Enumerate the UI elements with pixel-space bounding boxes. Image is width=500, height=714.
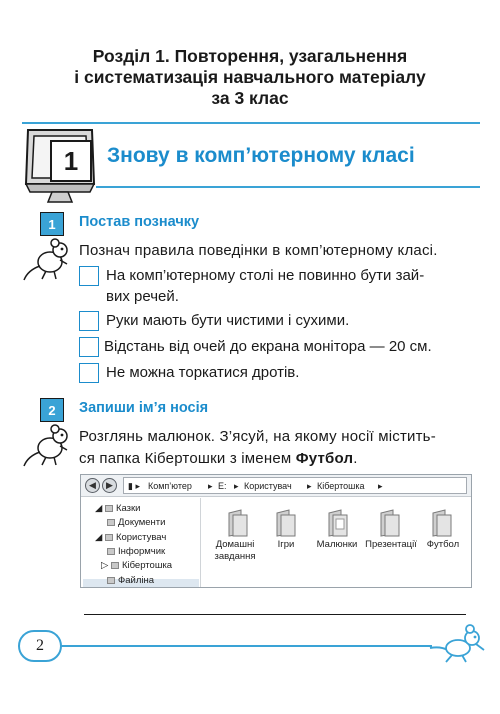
checkbox-rule-2[interactable]: [79, 311, 99, 331]
task2-text-line2-end: .: [353, 450, 358, 467]
tree-item-documents-label: Документи: [118, 517, 166, 528]
folder-icon: ▮ ▸: [128, 481, 140, 491]
folder-label-presentations[interactable]: Презентації: [365, 539, 417, 550]
tree-item-failina-label: Файліна: [118, 575, 154, 586]
tree-item-kibertoshka-label: Кібертошка: [121, 560, 173, 571]
task-number-badge: 2: [40, 398, 64, 422]
task2-text-line2-prefix: ся папка Кібертошки з іменем: [79, 450, 296, 467]
tree-item-kazky-label: Казки: [115, 503, 141, 514]
header-rule: [22, 122, 480, 124]
breadcrumb-user[interactable]: Користувач: [244, 481, 292, 491]
task-instruction: Познач правила поведінки в комп’ютерному класі.: [79, 242, 438, 259]
section-title-line1: Розділ 1. Повторення, узагальнення: [92, 46, 408, 66]
task-number-badge: 1: [40, 212, 64, 236]
section-title-line2: і систематизація навчального матеріалу: [74, 67, 426, 87]
task2-text-line2: [79, 448, 358, 470]
checkbox-rule-1[interactable]: [79, 266, 99, 286]
rule-1-line1: На комп’ютерному столі не повинно бути зай-: [106, 267, 425, 284]
folder-label-football[interactable]: Футбол: [426, 539, 460, 550]
forward-button[interactable]: ▶: [102, 478, 117, 493]
breadcrumb-kibertoshka[interactable]: Кібертошка: [317, 481, 365, 491]
folder-icon: [107, 548, 115, 555]
task-heading: Запиши ім’я носія: [79, 400, 209, 416]
tree-item-kazky[interactable]: ◢ Казки: [95, 503, 141, 514]
section-title-line3: за 3 клас: [211, 88, 289, 108]
footer-rule: [60, 645, 432, 647]
section-title: [20, 46, 480, 109]
tree-item-informchyk-label: Інформчик: [118, 546, 166, 557]
lesson-title-rule: [96, 186, 480, 188]
folder-icon: [107, 519, 115, 526]
tree-item-korystuvach[interactable]: ◢ Користувач: [95, 532, 167, 543]
folder-icon[interactable]: [429, 509, 455, 537]
rule-2-text: Руки мають бути чистими і сухими.: [106, 312, 350, 329]
folder-icon[interactable]: [377, 509, 403, 537]
tree-item-kibertoshka[interactable]: ▷ Кібертошка: [101, 560, 173, 571]
tree-item-failina[interactable]: [107, 575, 154, 587]
folder-icon: [105, 505, 113, 512]
breadcrumb-separator: ▸: [307, 481, 312, 491]
breadcrumb-computer[interactable]: Комп’ютер: [148, 481, 192, 491]
answer-line[interactable]: [84, 614, 466, 615]
folder-icon[interactable]: [325, 509, 351, 537]
folder-icon: [105, 534, 113, 541]
task-heading: Постав позначку: [79, 214, 200, 230]
tree-item-korystuvach-label: Користувач: [115, 532, 167, 543]
lesson-number: 1: [50, 140, 92, 182]
file-explorer-window: [80, 474, 472, 588]
mouse-mascot-icon: [426, 618, 488, 664]
folder-tree: [81, 498, 201, 588]
folder-label-homework-line2: завдання: [214, 551, 256, 562]
mouse-mascot-icon: [20, 236, 72, 282]
folder-icon[interactable]: [225, 509, 251, 537]
folder-name-football: Футбол: [295, 450, 354, 467]
page-number: 2: [18, 630, 62, 662]
lesson-title: Знову в комп’ютерному класі: [107, 144, 415, 167]
breadcrumb-separator: ▸: [234, 481, 239, 491]
rule-1-line2: вих речей.: [106, 288, 179, 305]
rule-4-text: Не можна торкатися дротів.: [106, 364, 300, 381]
tree-item-documents[interactable]: [107, 517, 165, 529]
explorer-address-bar: [81, 475, 471, 497]
folder-label-homework-line1: Домашні: [215, 539, 255, 550]
breadcrumb-separator: ▸: [378, 481, 383, 491]
folder-icon: [111, 562, 119, 569]
tree-item-informchyk[interactable]: [107, 546, 165, 558]
folder-label-homework[interactable]: [205, 539, 265, 563]
breadcrumb-drive[interactable]: E:: [218, 481, 227, 491]
folder-label-pictures[interactable]: Малюнки: [316, 539, 358, 550]
task2-text-line1: Розглянь малюнок. З’ясуй, на якому носії містить-: [79, 428, 436, 445]
folder-icon[interactable]: [273, 509, 299, 537]
breadcrumb-separator: ▸: [208, 481, 213, 491]
checkbox-rule-4[interactable]: [79, 363, 99, 383]
checkbox-rule-3[interactable]: [79, 337, 99, 357]
back-button[interactable]: ◀: [85, 478, 100, 493]
address-field[interactable]: [123, 477, 467, 494]
rule-3-text: Відстань від очей до екрана монітора — 20 см.: [104, 338, 432, 355]
folder-icon: [107, 577, 115, 584]
mouse-mascot-icon: [20, 422, 72, 468]
folder-label-games[interactable]: Ігри: [277, 539, 295, 550]
